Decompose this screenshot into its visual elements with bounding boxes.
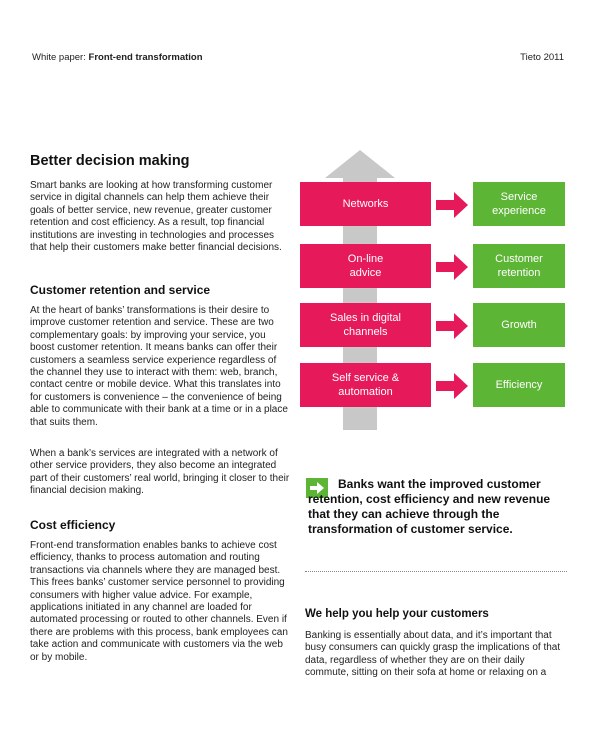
section-title-customer-retention: Customer retention and service [30, 283, 211, 297]
customer-retention-paragraph-1: At the heart of banks’ transformations is their desire to improve customer retention and service. These are two complementary goals: by improving your service, you boost customer retention. It means banks can offer their customers a seamless service experience regardless of the channel they use to interact with them: web, branch, contact centre or mobile device. What this translates into for customers is convenience – the convenience of being able to communicate with their bank at a time or in a place that suits them. [30, 305, 288, 428]
connector-arrow-icon [436, 192, 468, 218]
section-divider [305, 571, 567, 572]
callout-text: Banks want the improved customer retention, cost efficiency and new revenue that they can achieve through the transformation of customer service. [308, 477, 551, 536]
outcome-customer-retention: Customer retention [473, 244, 565, 288]
section-title-better-decision-making: Better decision making [30, 153, 190, 169]
header-company-year: Tieto 2011 [520, 52, 564, 63]
document-header [32, 52, 203, 63]
cost-efficiency-paragraph: Front-end transformation enables banks to achieve cost efficiency, thanks to process automation and routing transactions via channels where they are managed best. This frees banks’ customer service personnel to providing consumers with higher value advice. For example, applications initiated in any channel are loaded for automated processing or routed to other channels. Even if there are problems with this process, bank employees can take action and communicate with customers via the web or by mobile. [30, 540, 288, 663]
connector-arrow-icon [436, 313, 468, 339]
outcome-service-experience: Service experience [473, 182, 565, 226]
outcome-growth: Growth [473, 303, 565, 347]
driver-sales-digital: Sales in digital channels [300, 303, 431, 347]
intro-paragraph: Smart banks are looking at how transforming customer service in digital channels can help them achieve their goals of better service, new revenue, greater customer retention and cost efficiency. As a result, top financial institutions are investing in technologies and processes that help their customers make better financial decisions. [30, 180, 282, 254]
driver-online-advice: On-line advice [300, 244, 431, 288]
section-title-help-customers: We help you help your customers [305, 608, 489, 620]
header-prefix: White paper: [32, 52, 86, 63]
connector-arrow-icon [436, 254, 468, 280]
customer-retention-paragraph-2: When a bank’s services are integrated with a network of other service providers, they also become an integrated part of their customers’ real world, bringing it closer to their financial decision making. [30, 448, 290, 497]
section-title-cost-efficiency: Cost efficiency [30, 518, 116, 532]
help-customers-paragraph: Banking is essentially about data, and it’s important that busy consumers can quickly grasp the implications of that data, regardless of whether they are on their daily commute, sitting on their sofa at home or relaxing on a [305, 630, 561, 679]
connector-arrow-icon [436, 373, 468, 399]
outcome-efficiency: Efficiency [473, 363, 565, 407]
driver-self-service: Self service & automation [300, 363, 431, 407]
header-title: Front-end transformation [88, 52, 203, 63]
driver-networks: Networks [300, 182, 431, 226]
